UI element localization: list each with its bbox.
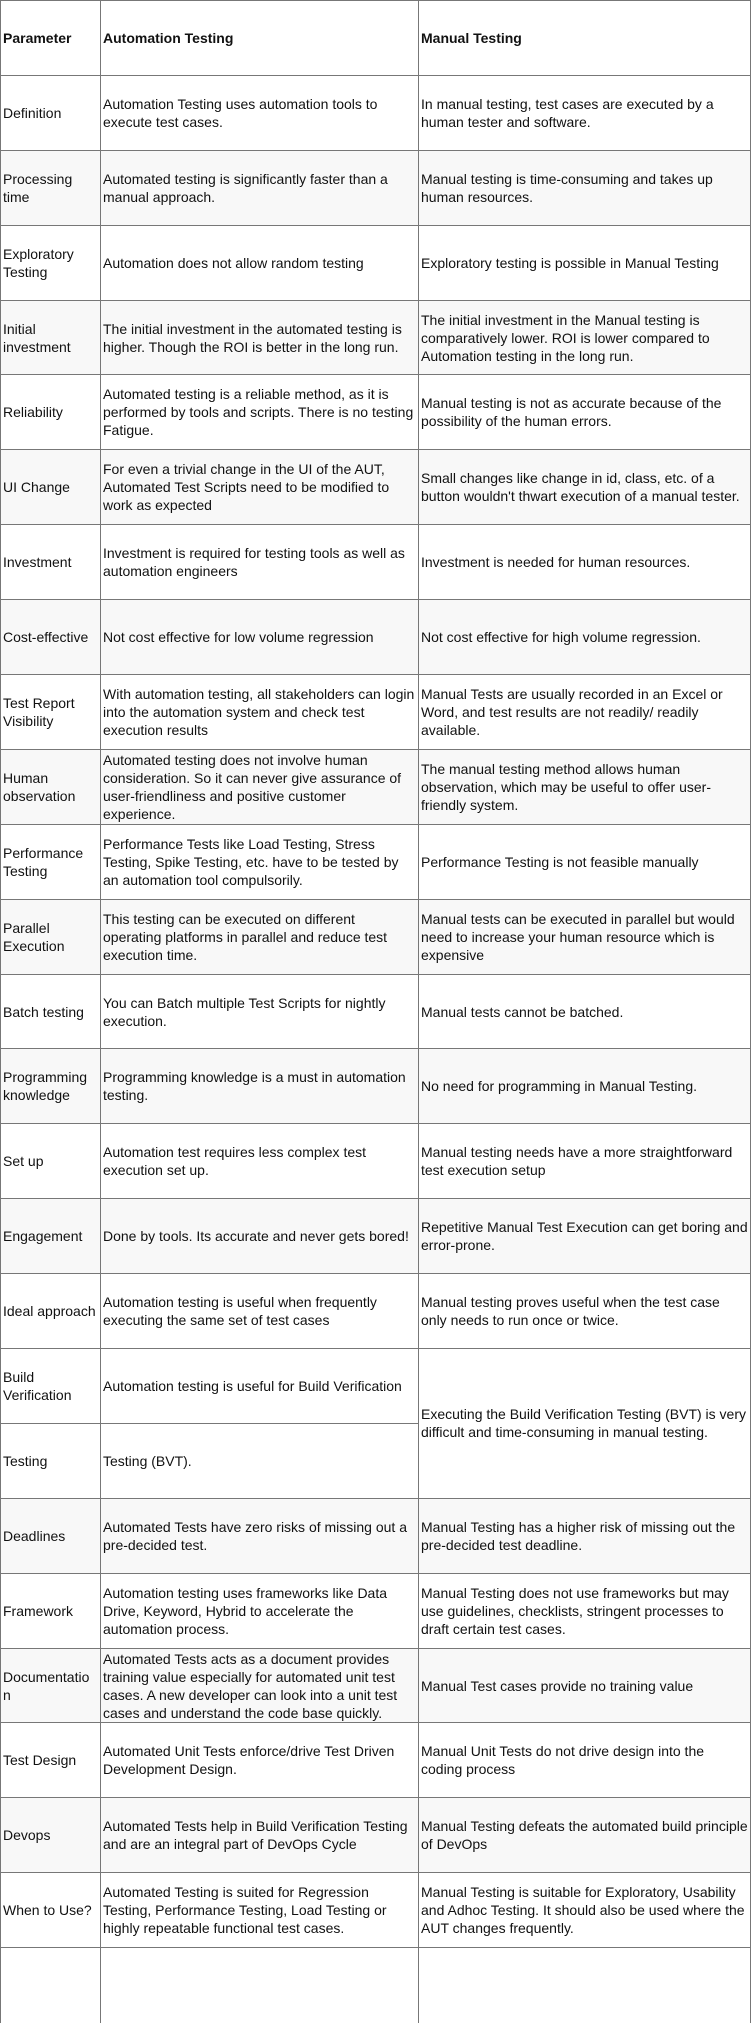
- manual-cell: Manual Testing is suitable for Exploratory, Usability and Adhoc Testing. It should also be used where the AUT changes frequently.: [419, 1873, 751, 1948]
- parameter-cell: Programming knowledge: [1, 1049, 101, 1124]
- table-row: [1, 1573, 751, 1648]
- empty-row: [1, 1948, 751, 2023]
- automation-cell: Automated Tests acts as a document provides training value especially for automated unit test cases. A new developer can look into a unit test cases and understand the code base quickly.: [101, 1648, 419, 1723]
- table-row: [1, 675, 751, 750]
- manual-cell: Manual Testing defeats the automated build principle of DevOps: [419, 1798, 751, 1873]
- automation-cell: Automation testing is useful for Build Verification: [101, 1349, 419, 1424]
- automation-cell: Programming knowledge is a must in automation testing.: [101, 1049, 419, 1124]
- manual-cell: Exploratory testing is possible in Manual Testing: [419, 225, 751, 300]
- parameter-cell: Initial investment: [1, 300, 101, 375]
- empty-cell: [419, 1948, 751, 2023]
- automation-cell: Not cost effective for low volume regression: [101, 600, 419, 675]
- parameter-cell: Devops: [1, 1798, 101, 1873]
- automation-cell: You can Batch multiple Test Scripts for nightly execution.: [101, 974, 419, 1049]
- parameter-cell: Test Design: [1, 1723, 101, 1798]
- parameter-cell: Framework: [1, 1573, 101, 1648]
- parameter-cell: Documentatio n: [1, 1648, 101, 1723]
- parameter-cell: Build Verification: [1, 1349, 101, 1424]
- automation-cell: Testing (BVT).: [101, 1423, 419, 1498]
- automation-cell: This testing can be executed on different operating platforms in parallel and reduce test execution time.: [101, 899, 419, 974]
- automation-cell: Automation testing uses frameworks like Data Drive, Keyword, Hybrid to accelerate the automation process.: [101, 1573, 419, 1648]
- parameter-cell: Ideal approach: [1, 1274, 101, 1349]
- manual-cell: Manual Unit Tests do not drive design into the coding process: [419, 1723, 751, 1798]
- parameter-cell: Deadlines: [1, 1498, 101, 1573]
- automation-cell: Automated testing does not involve human consideration. So it can never give assurance of user-friendliness and positive customer experience.: [101, 749, 419, 824]
- manual-cell: Manual tests can be executed in parallel but would need to increase your human resource which is expensive: [419, 899, 751, 974]
- header-row: [1, 1, 751, 76]
- manual-cell: In manual testing, test cases are executed by a human tester and software.: [419, 75, 751, 150]
- automation-cell: Automated testing is a reliable method, as it is performed by tools and scripts. There is no testing Fatigue.: [101, 375, 419, 450]
- automation-cell: Automation test requires less complex test execution set up.: [101, 1124, 419, 1199]
- automation-cell: Automated testing is significantly faster than a manual approach.: [101, 150, 419, 225]
- table-row: [1, 1648, 751, 1723]
- automation-cell: Automation Testing uses automation tools to execute test cases.: [101, 75, 419, 150]
- automation-cell: Investment is required for testing tools as well as automation engineers: [101, 525, 419, 600]
- table-row: [1, 75, 751, 150]
- parameter-cell: Performance Testing: [1, 824, 101, 899]
- automation-cell: The initial investment in the automated testing is higher. Though the ROI is better in the long run.: [101, 300, 419, 375]
- empty-cell: [1, 1948, 101, 2023]
- automation-cell: Automated Tests help in Build Verification Testing and are an integral part of DevOps Cycle: [101, 1798, 419, 1873]
- automation-cell: Automated Tests have zero risks of missing out a pre-decided test.: [101, 1498, 419, 1573]
- table-row: [1, 1498, 751, 1573]
- parameter-cell: UI Change: [1, 450, 101, 525]
- manual-cell: Manual Testing does not use frameworks but may use guidelines, checklists, stringent processes to draft certain test cases.: [419, 1573, 751, 1648]
- table-row: [1, 450, 751, 525]
- manual-cell: Small changes like change in id, class, etc. of a button wouldn't thwart execution of a manual tester.: [419, 450, 751, 525]
- table-row: [1, 525, 751, 600]
- table-row: [1, 150, 751, 225]
- table-row: [1, 300, 751, 375]
- parameter-cell: Exploratory Testing: [1, 225, 101, 300]
- table-row: [1, 1049, 751, 1124]
- table-row: [1, 974, 751, 1049]
- parameter-cell: Definition: [1, 75, 101, 150]
- manual-cell: Manual testing is not as accurate because of the possibility of the human errors.: [419, 375, 751, 450]
- automation-cell: Automation testing is useful when frequently executing the same set of test cases: [101, 1274, 419, 1349]
- table-row: [1, 1349, 751, 1424]
- parameter-cell: Testing: [1, 1423, 101, 1498]
- manual-cell: Manual Test cases provide no training value: [419, 1648, 751, 1723]
- automation-cell: Automated Unit Tests enforce/drive Test Driven Development Design.: [101, 1723, 419, 1798]
- manual-cell: Performance Testing is not feasible manually: [419, 824, 751, 899]
- table-row: [1, 824, 751, 899]
- manual-cell: Executing the Build Verification Testing (BVT) is very difficult and time-consuming in manual testing.: [419, 1349, 751, 1499]
- automation-cell: Done by tools. Its accurate and never gets bored!: [101, 1199, 419, 1274]
- header-manual: Manual Testing: [419, 1, 751, 76]
- automation-cell: Automated Testing is suited for Regression Testing, Performance Testing, Load Testing or highly repeatable functional test cases.: [101, 1873, 419, 1948]
- empty-cell: [101, 1948, 419, 2023]
- parameter-cell: Reliability: [1, 375, 101, 450]
- parameter-cell: Investment: [1, 525, 101, 600]
- parameter-cell: Processing time: [1, 150, 101, 225]
- table-row: [1, 1274, 751, 1349]
- manual-cell: Manual testing proves useful when the test case only needs to run once or twice.: [419, 1274, 751, 1349]
- header-parameter: Parameter: [1, 1, 101, 76]
- table-row: [1, 1798, 751, 1873]
- parameter-cell: Human observation: [1, 749, 101, 824]
- parameter-cell: Batch testing: [1, 974, 101, 1049]
- manual-cell: Manual Testing has a higher risk of missing out the pre-decided test deadline.: [419, 1498, 751, 1573]
- manual-cell: The manual testing method allows human observation, which may be useful to offer user-friendly system.: [419, 749, 751, 824]
- table-row: [1, 1723, 751, 1798]
- header-automation: Automation Testing: [101, 1, 419, 76]
- table-row: [1, 225, 751, 300]
- table-row: [1, 1124, 751, 1199]
- manual-cell: Manual testing needs have a more straightforward test execution setup: [419, 1124, 751, 1199]
- table-row: [1, 899, 751, 974]
- parameter-cell: Test Report Visibility: [1, 675, 101, 750]
- manual-cell: Manual tests cannot be batched.: [419, 974, 751, 1049]
- parameter-cell: Parallel Execution: [1, 899, 101, 974]
- parameter-cell: Set up: [1, 1124, 101, 1199]
- manual-cell: Manual testing is time-consuming and takes up human resources.: [419, 150, 751, 225]
- manual-cell: Repetitive Manual Test Execution can get boring and error-prone.: [419, 1199, 751, 1274]
- automation-cell: Automation does not allow random testing: [101, 225, 419, 300]
- table-row: [1, 375, 751, 450]
- automation-cell: Performance Tests like Load Testing, Stress Testing, Spike Testing, etc. have to be tested by an automation tool compulsorily.: [101, 824, 419, 899]
- table-row: [1, 600, 751, 675]
- manual-cell: Investment is needed for human resources.: [419, 525, 751, 600]
- table-row: [1, 749, 751, 824]
- parameter-cell: When to Use?: [1, 1873, 101, 1948]
- manual-cell: Manual Tests are usually recorded in an Excel or Word, and test results are not readily/ readily available.: [419, 675, 751, 750]
- table-row: [1, 1873, 751, 1948]
- table-row: [1, 1199, 751, 1274]
- manual-cell: The initial investment in the Manual testing is comparatively lower. ROI is lower compared to Automation testing in the long run.: [419, 300, 751, 375]
- parameter-cell: Cost-effective: [1, 600, 101, 675]
- manual-cell: No need for programming in Manual Testing.: [419, 1049, 751, 1124]
- parameter-cell: Engagement: [1, 1199, 101, 1274]
- automation-cell: For even a trivial change in the UI of the AUT, Automated Test Scripts need to be modified to work as expected: [101, 450, 419, 525]
- manual-cell: Not cost effective for high volume regression.: [419, 600, 751, 675]
- automation-cell: With automation testing, all stakeholders can login into the automation system and check test execution results: [101, 675, 419, 750]
